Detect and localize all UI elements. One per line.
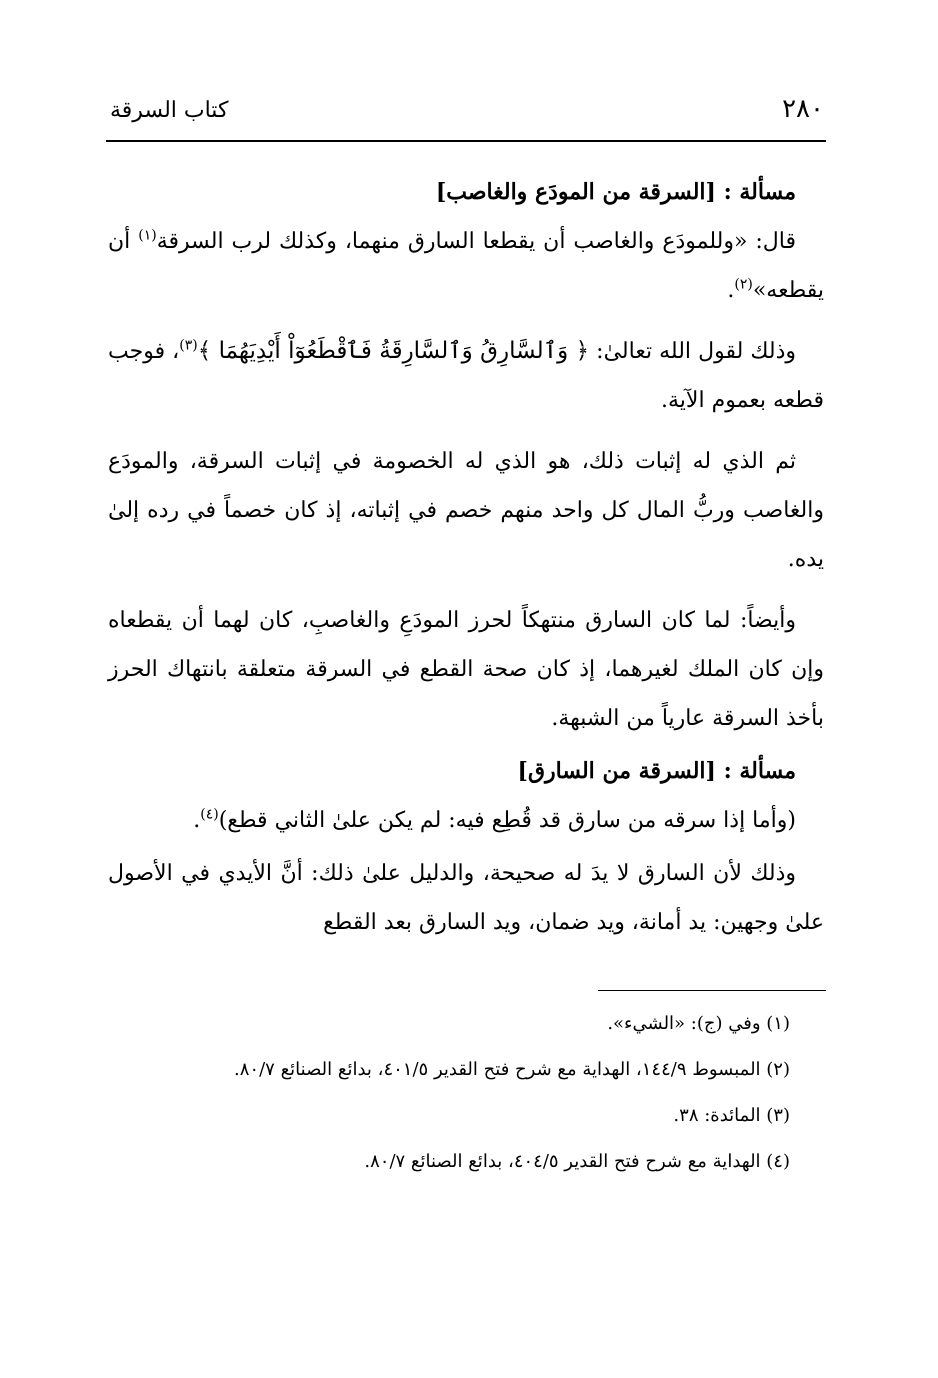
footnote: (١) وفي (ج): «الشيء». [607, 1013, 790, 1034]
paragraph [108, 796, 824, 845]
footnote-ref: (٤) [200, 806, 219, 823]
footnote: (٣) المائدة: ٣٨. [673, 1105, 790, 1126]
main-text [108, 168, 824, 959]
paragraph-punctuation: . [727, 278, 735, 303]
footnote: (٢) المبسوط ١٤٤/٩، الهداية مع شرح فتح القدير ٤٠١/٥، بدائع الصنائع ٨٠/٧. [234, 1059, 790, 1080]
paragraph-text: أن يقطعه» [108, 229, 824, 303]
section-heading: مسألة : [السرقة من السارق] [517, 758, 796, 784]
running-title: كتاب السرقة [110, 98, 229, 123]
paragraph: وأيضاً: لما كان السارق منتهكاً لحرز المودَعِ والغاصبِ، كان لهما أن يقطعاه وإن كان الملك لغيرهما، إذ كان صحة القطع في السرقة متعلقة بانتهاك الحرز بأخذ السرقة عارياً من الشبهة. [108, 608, 824, 731]
paragraph-text: ، فوجب قطعه بعموم الآية. [108, 339, 824, 413]
paragraph [108, 217, 824, 315]
footnote-ref: (٣) [179, 337, 198, 354]
page-header [106, 90, 826, 142]
section-heading: مسألة : [السرقة من المودَع والغاصب] [435, 179, 796, 205]
footnote-ref: (٢) [734, 276, 753, 293]
paragraph: ثم الذي له إثبات ذلك، هو الذي له الخصومة في إثبات السرقة، والمودَع والغاصب وربُّ المال كل واحد منهم خصم في إثباته، إذ كان خصماً في رده إلىٰ يده. [108, 449, 824, 572]
paragraph-punctuation: . [193, 808, 201, 833]
footnote-separator [598, 990, 826, 991]
paragraph: وذلك لأن السارق لا يدَ له صحيحة، والدليل علىٰ ذلك: أنَّ الأيدي في الأصول علىٰ وجهين: يد أمانة، ويد ضمان، ويد السارق بعد القطع [108, 861, 824, 935]
paragraph-text: وذلك لقول الله تعالىٰ: [589, 339, 797, 364]
quran-verse: ﴿ وَٱلسَّارِقُ وَٱلسَّارِقَةُ فَٱقْطَعُوٓاْ أَيْدِيَهُمَا ﴾ [197, 338, 590, 364]
paragraph [108, 327, 824, 425]
page-number: ٢٨٠ [782, 94, 824, 124]
footnotes [108, 1004, 824, 1188]
footnote: (٤) الهداية مع شرح فتح القدير ٤٠٤/٥، بدائع الصنائع ٨٠/٧. [364, 1151, 790, 1172]
paragraph-text: (وأما إذا سرقه من سارق قد قُطِع فيه: لم يكن علىٰ الثاني قطع) [218, 808, 796, 833]
paragraph-text: قال: «وللمودَع والغاصب أن يقطعا السارق منهما، وكذلك لرب السرقة [156, 229, 796, 254]
footnote-ref: (١) [138, 227, 157, 244]
